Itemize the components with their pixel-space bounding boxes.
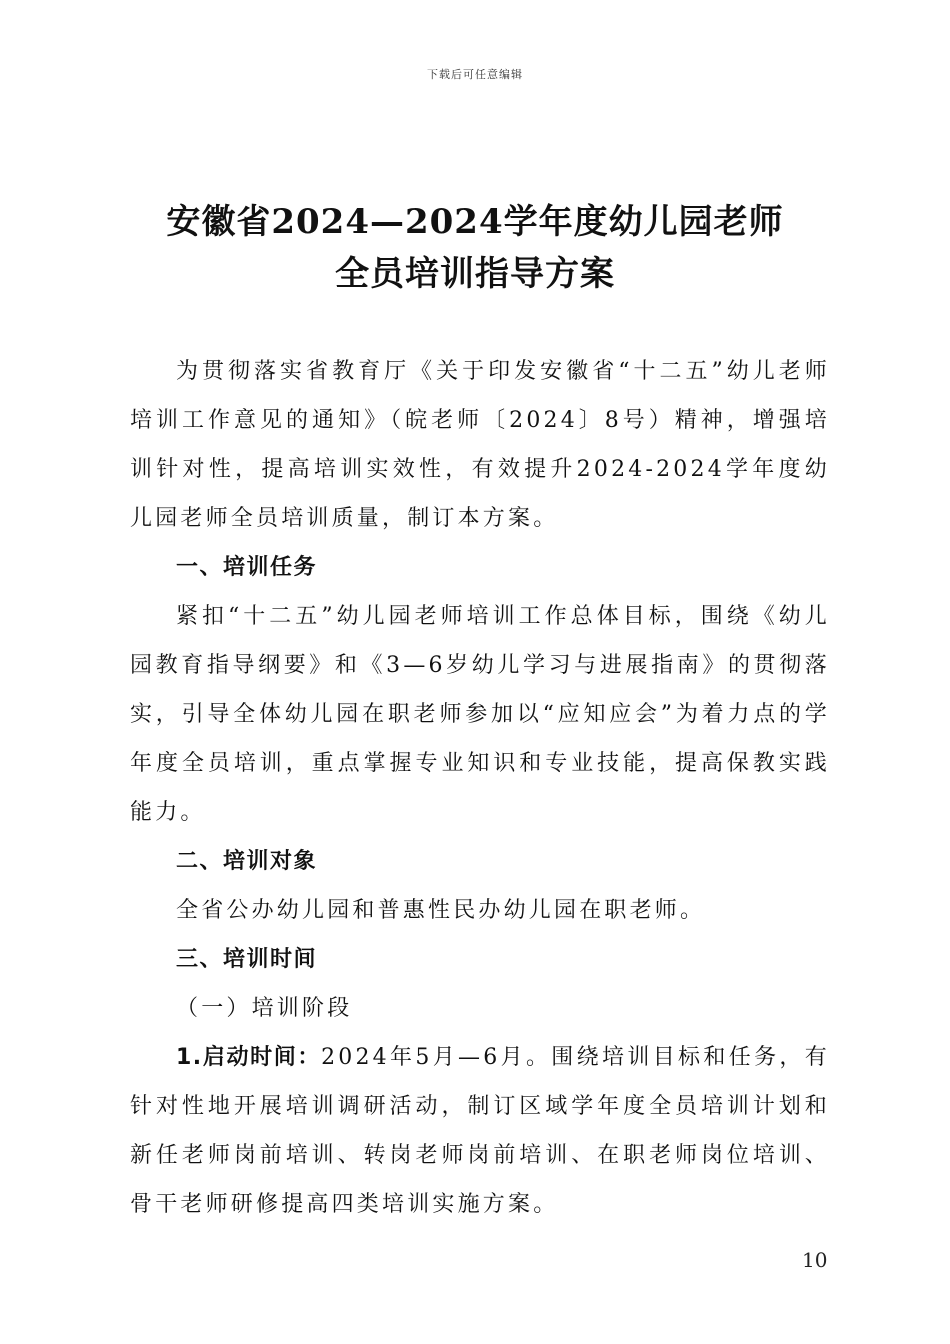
subsection-training-stages: （一）培训阶段: [176, 996, 353, 1021]
title-line-2: 全员培训指导方案: [335, 254, 615, 294]
section-heading-targets: 二、培训对象: [176, 849, 318, 874]
title-line-1: 安徽省2024—2024学年度幼儿园老师: [166, 202, 784, 242]
item-start-time-label: 1.启动时间：: [176, 1045, 322, 1070]
intro-paragraph: 为贯彻落实省教育厅《关于印发安徽省“十二五”幼儿老师培训工作意见的通知》（皖老师〔2024〕8号）精神，增强培训针对性，提高培训实效性，有效提升2024-2024学年度幼儿园老师全员培训质量，制订本方案。: [130, 359, 830, 531]
section-heading-time: 三、培训时间: [176, 947, 318, 972]
page-number: 10: [802, 1248, 828, 1272]
document-body: [130, 347, 830, 1229]
section-tasks-paragraph: 紧扣“十二五”幼儿园老师培训工作总体目标，围绕《幼儿园教育指导纲要》和《3—6岁幼儿学习与进展指南》的贯彻落实，引导全体幼儿园在职老师参加以“应知应会”为着力点的学年度全员培训，重点掌握专业知识和专业技能，提高保教实践能力。: [130, 604, 830, 825]
item-start-time-paragraph: [130, 1033, 830, 1229]
section-targets-paragraph: 全省公办幼儿园和普惠性民办幼儿园在职老师。: [176, 898, 706, 923]
document-title: [0, 196, 950, 300]
page-header-note: 下载后可任意编辑: [427, 68, 523, 81]
section-heading-tasks: 一、培训任务: [176, 555, 318, 580]
item-start-time-text: 2024年5月—6月。围绕培训目标和任务，有针对性地开展培训调研活动，制订区域学年度全员培训计划和新任老师岗前培训、转岗老师岗前培训、在职老师岗位培训、骨干老师研修提高四类培训实施方案。: [130, 1045, 830, 1217]
